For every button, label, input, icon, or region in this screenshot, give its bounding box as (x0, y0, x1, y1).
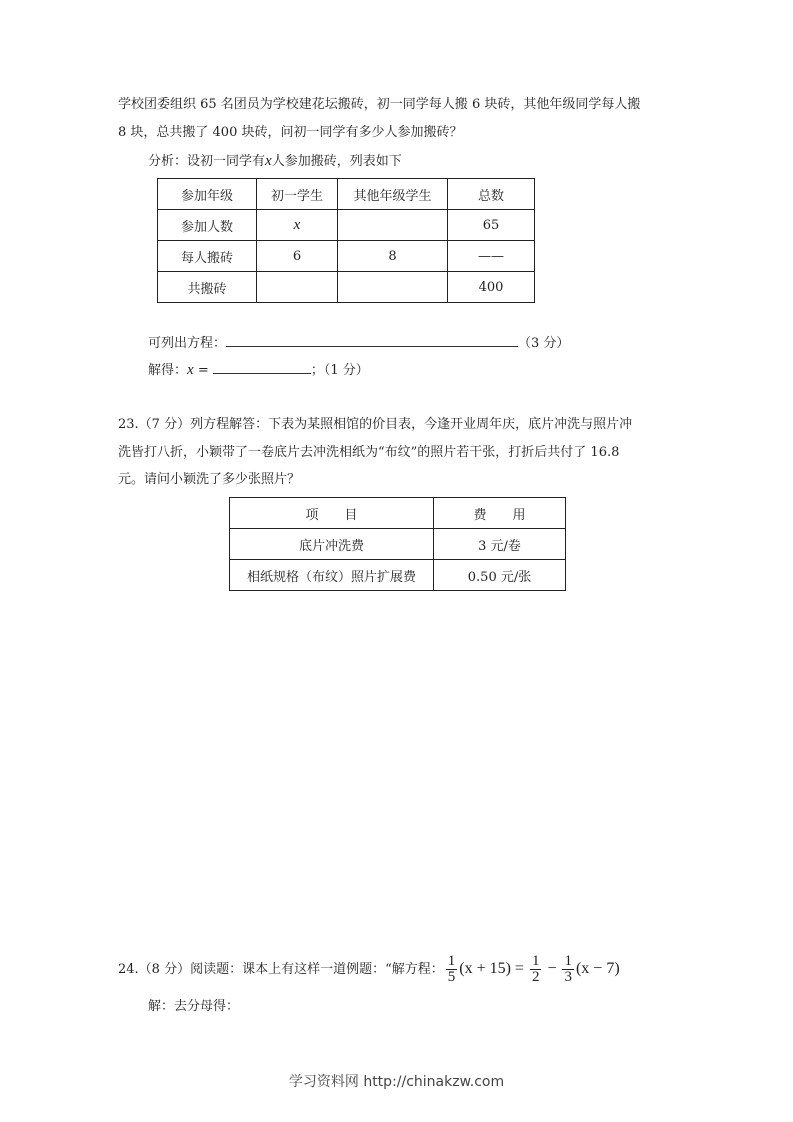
q22-solve-line (148, 361, 369, 380)
q22-solve-eq: = (193, 363, 213, 378)
table-row (230, 529, 566, 560)
q24-step: 解：去分母得： (148, 999, 240, 1014)
q23-text-line2: 洗皆打八折，小颖带了一卷底片去冲洗相纸为“布纹”的照片若干张，打折后共付了 16.8 (118, 445, 620, 460)
table-header-row (158, 179, 535, 210)
q24-intro-line (118, 952, 620, 987)
fraction-denominator: 3 (564, 969, 572, 985)
table-header-cell: 项 目 (230, 498, 434, 529)
q23-price-table (229, 497, 566, 591)
table-header-cell: 其他年级学生 (338, 179, 448, 210)
table-cell: 6 (257, 241, 338, 272)
q24-eq-open: (x + 15) = (459, 960, 528, 977)
table-cell: 相纸规格（布纹）照片扩展费 (230, 560, 434, 591)
fraction-one-fifth (446, 954, 458, 985)
q22-equation-label: 可列出方程： (148, 336, 227, 351)
table-cell: 3 元/卷 (434, 529, 566, 560)
table-header-cell: 参加年级 (158, 179, 257, 210)
footer-watermark: 学习资料网 http://chinakzw.com (288, 1074, 505, 1090)
table-cell: —— (448, 241, 535, 272)
table-cell: 0.50 元/张 (434, 560, 566, 591)
table-row (230, 560, 566, 591)
fraction-one-third (562, 954, 574, 985)
q22-analysis-post: 人参加搬砖，列表如下 (271, 154, 402, 169)
table-cell: 8 (338, 241, 448, 272)
q22-text-line2: 8 块，总共搬了 400 块砖，问初一同学有多少人参加搬砖？ (118, 125, 463, 140)
fraction-one-half (530, 954, 542, 985)
table-row (158, 210, 535, 241)
q22-equation-score: （3 分） (518, 336, 570, 351)
q22-analysis-pre: 分析：设初一同学有 (148, 154, 266, 169)
q22-analysis (148, 152, 402, 171)
q24-eq-minus: − (543, 960, 561, 977)
q22-solve-score: ；（1 分） (310, 363, 369, 378)
equation-answer-blank[interactable] (226, 334, 518, 347)
fraction-numerator: 1 (564, 953, 572, 969)
fraction-denominator: 5 (447, 969, 456, 985)
table-row (158, 241, 535, 272)
table-cell: 400 (448, 272, 535, 303)
q22-solve-var: x (187, 362, 194, 378)
q22-analysis-var: x (265, 153, 272, 169)
table-header-cell: 总数 (448, 179, 535, 210)
q23-text-line1: 23.（7 分）列方程解答：下表为某照相馆的价目表，今逢开业周年庆，底片冲洗与照片冲 (118, 417, 633, 432)
table-cell: x (257, 210, 338, 241)
q22-equation-line (148, 334, 569, 353)
q23-text-line3: 元。请问小颖洗了多少张照片？ (118, 472, 301, 487)
q22-table (157, 178, 535, 303)
solve-answer-blank[interactable] (213, 361, 311, 374)
fraction-numerator: 1 (447, 953, 456, 969)
fraction-numerator: 1 (531, 953, 540, 969)
table-header-cell: 初一学生 (257, 179, 338, 210)
table-cell (338, 210, 448, 241)
table-header-cell: 费 用 (434, 498, 566, 529)
table-cell (257, 272, 338, 303)
table-cell: 参加人数 (158, 210, 257, 241)
fraction-denominator: 2 (531, 969, 540, 985)
q24-intro: 24.（8 分）阅读题：课本上有这样一道例题：“解方程： (118, 962, 444, 977)
table-cell: 共搬砖 (158, 272, 257, 303)
table-cell (338, 272, 448, 303)
q22-solve-label: 解得： (148, 363, 188, 378)
table-row (158, 272, 535, 303)
table-cell: 65 (448, 210, 535, 241)
table-header-row (230, 498, 566, 529)
table-cell: 每人搬砖 (158, 241, 257, 272)
q24-eq-close: (x − 7) (575, 960, 620, 977)
q22-text-line1: 学校团委组织 65 名团员为学校建花坛搬砖，初一同学每人搬 6 块砖，其他年级同学每人搬 (118, 97, 641, 112)
table-cell: 底片冲洗费 (230, 529, 434, 560)
